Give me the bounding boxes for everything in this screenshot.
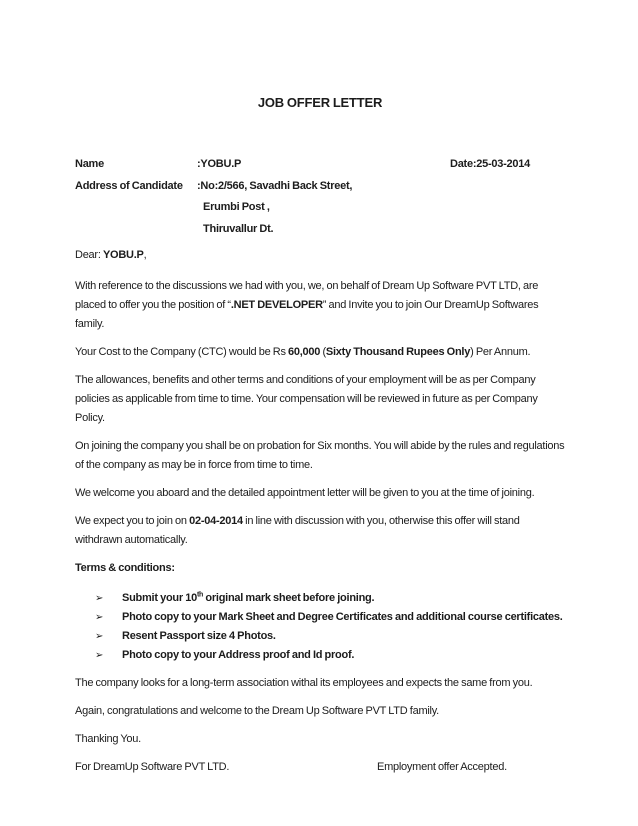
paragraph-allowances: The allowances, benefits and other terms and conditions of your employment will be as per Company policies as applicable from time to time. Your compensation will be reviewed in future as per Company Policy.	[75, 374, 538, 424]
terms-list	[75, 589, 565, 665]
paragraph-congrats: Again, congratulations and welcome to the Dream Up Software PVT LTD family.	[75, 705, 439, 717]
salutation-prefix: Dear:	[75, 249, 103, 261]
paragraph-ctc	[75, 343, 565, 362]
address-label: Address of Candidate	[75, 179, 183, 192]
paragraph-join-date	[75, 512, 565, 550]
ctc-text-after: ) Per Annum.	[470, 346, 531, 358]
address-line-3: Thiruvallur Dt.	[203, 222, 274, 235]
terms-item-idproof	[75, 646, 565, 665]
salutation	[75, 246, 565, 265]
terms-item-photos	[75, 627, 565, 646]
name-row	[75, 154, 565, 176]
letter-title: JOB OFFER LETTER	[257, 95, 383, 110]
join-date: 02-04-2014	[189, 515, 243, 527]
offer-text-before: With reference to the discussions we had with you, we, on behalf of Dream Up Software PVT LTD, are placed to offer you the position of “	[75, 280, 539, 311]
ctc-amount: 60,000	[288, 346, 321, 358]
offer-position: .NET DEVELOPER	[230, 299, 323, 311]
signature-company: For DreamUp Software PVT LTD.	[75, 761, 230, 773]
terms-item-4-text: Photo copy to your Address proof and Id proof.	[122, 649, 355, 661]
signature-row	[75, 758, 565, 777]
terms-heading: Terms & conditions:	[75, 562, 175, 574]
terms-item-1-text: Submit your 10	[122, 592, 197, 604]
join-text-before: We expect you to join on	[75, 515, 190, 527]
address-line-2: Erumbi Post ,	[203, 201, 270, 213]
letter-date: Date:25-03-2014	[450, 158, 531, 170]
arrow-bullet-icon: ➢	[95, 631, 104, 642]
name-value: :YOBU.P	[197, 158, 242, 170]
terms-item-1-superscript: th	[196, 591, 204, 599]
terms-item-certificates	[75, 608, 565, 627]
arrow-bullet-icon: ➢	[95, 593, 104, 604]
ctc-text-before: Your Cost to the Company (CTC) would be Rs	[75, 346, 288, 358]
terms-item-2-text: Photo copy to your Mark Sheet and Degree Certificates and additional course certificates.	[122, 611, 563, 623]
paragraph-longterm: The company looks for a long-term association withal its employees and expects the same from you.	[75, 677, 533, 689]
terms-item-3-text: Resent Passport size 4 Photos.	[122, 630, 276, 642]
salutation-suffix: ,	[143, 249, 147, 261]
salutation-name: YOBU.P	[102, 249, 144, 261]
address-line-1: :No:2/566, Savadhi Back Street,	[197, 179, 353, 192]
paragraph-welcome: We welcome you aboard and the detailed appointment letter will be given to you at the time of joining.	[75, 487, 535, 499]
paragraph-probation: On joining the company you shall be on probation for Six months. You will abide by the rules and regulations of the company as may be in force from time to time.	[75, 440, 565, 471]
arrow-bullet-icon: ➢	[95, 650, 104, 661]
offer-text-after: ” and Invite you to join Our DreamUp Softwares family.	[75, 299, 539, 330]
arrow-bullet-icon: ➢	[95, 612, 104, 623]
signature-acceptance: Employment offer Accepted.	[377, 761, 507, 773]
name-label: Name	[75, 158, 104, 170]
paragraph-thanks: Thanking You.	[75, 733, 141, 745]
paragraph-offer	[75, 277, 565, 334]
join-text-after: in line with discussion with you, otherwise this offer will stand withdrawn automatically.	[75, 515, 520, 546]
address-row	[75, 176, 565, 198]
ctc-text-mid: (	[320, 346, 326, 358]
terms-item-1-text-after: original mark sheet before joining.	[203, 592, 375, 604]
ctc-amount-words: Sixty Thousand Rupees Only	[325, 346, 471, 358]
letter-header-block	[75, 154, 565, 240]
terms-item-marksheet	[75, 589, 565, 608]
